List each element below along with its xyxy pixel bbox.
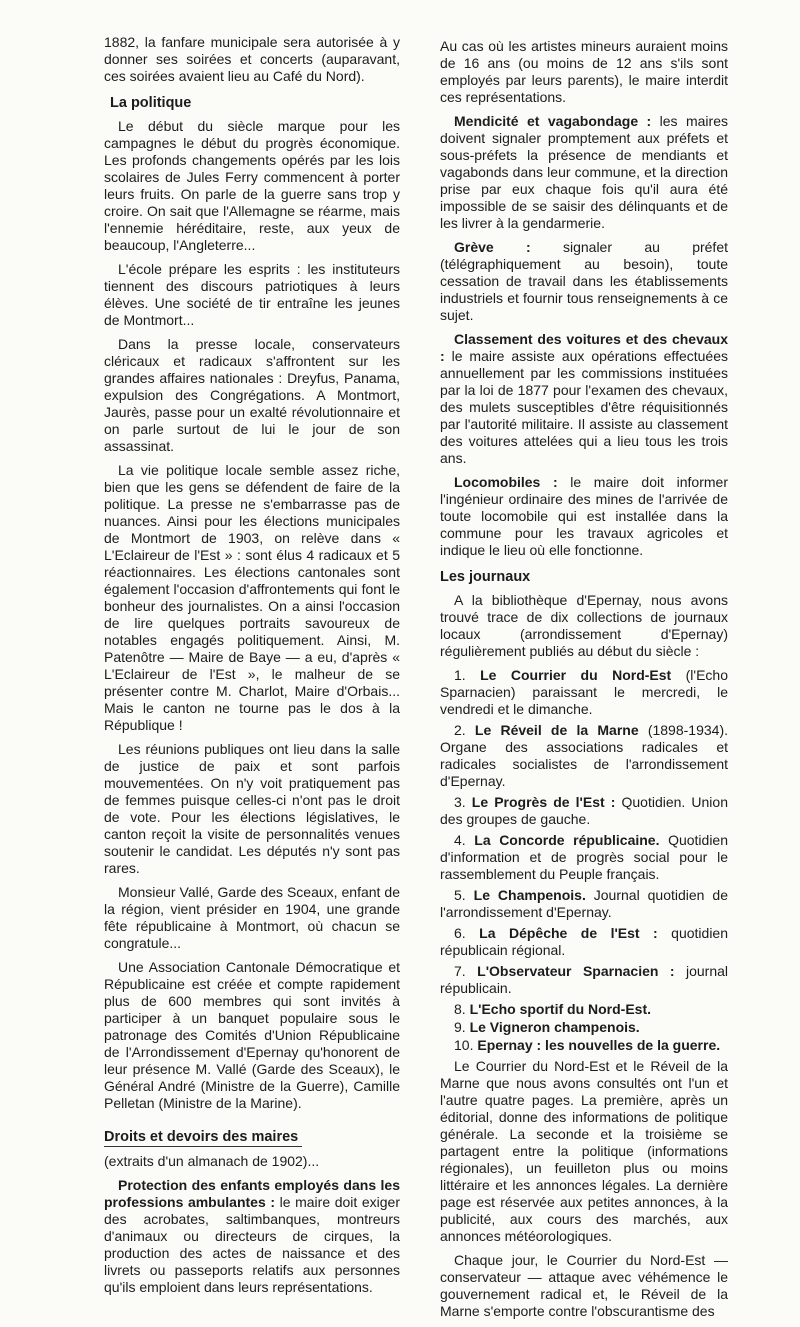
item-number: 3. — [454, 794, 466, 810]
politique-paragraph-1: Le début du siècle marque pour les campagnes le début du progrès économique. Les profonds changements opérés par les lois scolaires de Jules Ferry commencent à porter leurs fruits. On parle de la guerre sans trop y croire. On sait que l'Allemagne se réarme, mais l'ennemie héréditaire, reste, aux yeux de beaucoup, l'Angleterre... — [104, 118, 400, 253]
journal-desc: (1898-1934). Organe des associations radicales et radicales socialistes de l'arrondissement d'Epernay. — [440, 722, 728, 789]
journaux-heading: Les journaux — [440, 569, 531, 585]
artistes-paragraph: Au cas où les artistes mineurs auraient moins de 16 ans (ou moins de 12 ans s'ils sont employés par leurs parents), le maire interdit ces représentations. — [440, 38, 728, 105]
politique-heading: La politique — [110, 95, 192, 111]
classement-paragraph — [440, 331, 728, 467]
list-item — [440, 1001, 728, 1018]
item-number: 5. — [454, 887, 466, 903]
politique-paragraph-2: L'école prépare les esprits : les instituteurs tiennent des discours patriotiques à leurs élèves. Une société de tir entraîne les jeunes de Montmort... — [104, 261, 400, 328]
item-number: 9. — [454, 1019, 466, 1035]
item-number: 2. — [454, 722, 466, 738]
journal-desc: Journal quotidien de l'arrondissement d'Epernay. — [440, 887, 728, 920]
greve-paragraph — [440, 239, 728, 324]
journal-name: Epernay : les nouvelles de la guerre. — [477, 1037, 721, 1053]
item-number: 4. — [454, 832, 466, 848]
item-number: 7. — [454, 963, 466, 979]
politique-paragraph-5: Les réunions publiques ont lieu dans la salle de justice de paix et sont parfois mouvementées. On n'y voit pratiquement pas de femmes puisque celles-ci n'ont pas le droit de vote. Pour les élections législatives, le canton reçoit la visite de personnalités venues soutenir le candidat. Les députés n'y sont pas rares. — [104, 741, 400, 876]
journal-name: Le Vigneron champenois. — [469, 1019, 640, 1035]
politique-paragraph-7: Une Association Cantonale Démocratique et Républicaine est créée et compte rapidement plus de 600 membres qui sont invités à participer à un banquet populaire sous le patronage des Comités d'Union Républicaine de l'Arrondissement d'Epernay qu'honorent de leur présence M. Vallé (Garde des Sceaux), le Général André (Ministre de la Guerre), Camille Pelletan (Ministre de la Marine). — [104, 959, 400, 1111]
locomobiles-title: Locomobiles : — [454, 474, 558, 490]
journal-desc: Quotidien d'information et de progrès social pour le rassemblement du Peuple français. — [440, 832, 728, 882]
classement-text: le maire assiste aux opérations effectuées annuellement par les commissions instituées par la loi de 1877 pour l'examen des chevaux, des mulets susceptibles d'être réquisitionnés par l'autorité militaire. Il assiste au classement des voitures attelées qui a lieu tous les trois ans. — [440, 348, 728, 466]
list-item — [440, 832, 728, 883]
chaque-jour-paragraph: Chaque jour, le Courrier du Nord-Est — conservateur — attaque avec véhémence le gouvernement radical et, le Réveil de la Marne s'emporte contre l'obscurantisme des — [440, 1252, 728, 1319]
droits-subtitle: (extraits d'un almanach de 1902)... — [104, 1153, 320, 1169]
journal-name: La Concorde républicaine. — [474, 832, 660, 848]
journal-desc: (l'Echo Sparnacien) paraissant le mercredi, le vendredi et le dimanche. — [440, 667, 728, 717]
journal-name: La Dépêche de l'Est : — [479, 925, 658, 941]
item-number: 8. — [454, 1001, 466, 1017]
journal-name: L'Echo sportif du Nord-Est. — [469, 1001, 652, 1017]
politique-paragraph-3: Dans la presse locale, conservateurs cléricaux et radicaux s'affrontent sur les grandes affaires nationales : Dreyfus, Panama, expulsion des Congrégations. A Montmort, Jaurès, passe pour un exalté révolutionnaire et on parle surtout de lui le jour de son assassinat. — [104, 336, 400, 454]
locomobiles-text: le maire doit informer l'ingénieur ordinaire des mines de l'arrivée de toute locomobile qui est installée dans la commune pour les travaux agricoles et indique le lieu où elle fonctionne. — [440, 474, 728, 558]
classement-title: Classement des voitures et des chevaux : — [440, 331, 728, 364]
list-item — [440, 887, 728, 921]
item-number: 6. — [454, 925, 466, 941]
journal-desc: Quotidien. Union des groupes de gauche. — [440, 794, 728, 827]
protection-paragraph — [104, 1177, 400, 1296]
journal-desc: quotidien républicain régional. — [440, 925, 729, 958]
droits-heading: Droits et devoirs des maires — [104, 1129, 302, 1147]
list-item — [440, 667, 728, 718]
journal-name: Le Courrier du Nord-Est — [480, 667, 672, 683]
locomobiles-paragraph — [440, 474, 728, 559]
greve-text: signaler au préfet (télégraphiquement au besoin), toute cessation de travail dans les établissements industriels et fournir tous renseignements à ce sujet. — [440, 239, 728, 323]
mendicite-title: Mendicité et vagabondage : — [454, 113, 652, 129]
journaux-intro: A la bibliothèque d'Epernay, nous avons trouvé trace de dix collections de journaux locaux (arrondissement d'Epernay) régulièrement publiés au début du siècle : — [440, 592, 728, 659]
journal-name: Le Réveil de la Marne — [474, 722, 639, 738]
protection-title: Protection des enfants employés dans les professions ambulantes : — [104, 1177, 400, 1210]
journal-name: L'Observateur Sparnacien : — [477, 963, 675, 979]
intro-paragraph: 1882, la fanfare municipale sera autorisée à y donner ses soirées et concerts (auparavant, ces soirées avaient lieu au Café du Nord). — [104, 34, 400, 84]
journal-name: Le Progrès de l'Est : — [471, 794, 616, 810]
left-column — [104, 34, 400, 1303]
list-item — [440, 794, 728, 828]
politique-paragraph-4: La vie politique locale semble assez riche, bien que les gens se défendent de faire de la politique. La presse ne s'embarrasse pas de nuances. Ainsi pour les élections municipales de Montmort de 1903, on relève dans « L'Eclaireur de l'Est » : sont élus 4 radicaux et 5 réactionnaires. Les élections cantonales sont également l'occasion d'affrontements qui font le bonheur des journalistes. On a ainsi l'occasion de lire quelques portraits savoureux de notables engagés politiquement. Ainsi, M. Patenôtre — Maire de Baye — a eu, d'après « L'Eclaireur de l'Est », le malheur de se présenter contre M. Charlot, Maire d'Orbais... Mais le canton ne tourne pas le dos à la République ! — [104, 462, 400, 733]
list-item — [440, 1019, 728, 1036]
item-number: 10. — [454, 1037, 474, 1053]
politique-paragraph-6: Monsieur Vallé, Garde des Sceaux, enfant de la région, vient présider en 1904, une grande fête républicaine à Montmort, où chacun se congratule... — [104, 884, 400, 951]
journal-name: Le Champenois. — [473, 887, 586, 903]
greve-title: Grève : — [454, 239, 531, 255]
journal-desc: journal républicain. — [440, 963, 729, 996]
list-item — [440, 722, 728, 790]
mendicite-paragraph — [440, 113, 728, 232]
right-column — [440, 38, 728, 1327]
courrier-paragraph: Le Courrier du Nord-Est et le Réveil de la Marne que nous avons consultés ont l'un et l'autre quatre pages. La première, après un éditorial, donne des informations de politique générale. La seconde et la troisième se partagent entre la politique (informations régionales), un feuilleton plus ou moins littéraire et les annonces légales. La dernière page est réservée aux petites annonces, à la publicité, aux cours des marchés, aux annonces météorologiques. — [440, 1058, 728, 1244]
mendicite-text: les maires doivent signaler promptement aux préfets et sous-préfets la présence de mendiants et vagabonds dans leur commune, et la direction prise par eux chaque fois qu'il aura été impossible de se saisir des délinquants et de les livrer à la gendarmerie. — [440, 113, 728, 231]
protection-text: le maire doit exiger des acrobates, saltimbanques, montreurs d'animaux ou directeurs de cirques, la production des actes de naissance et des livrets ou passeports relatifs aux personnes qu'ils emploient dans leurs représentations. — [104, 1194, 401, 1295]
list-item — [440, 1037, 728, 1054]
list-item — [440, 963, 728, 997]
item-number: 1. — [454, 667, 466, 683]
list-item — [440, 925, 728, 959]
